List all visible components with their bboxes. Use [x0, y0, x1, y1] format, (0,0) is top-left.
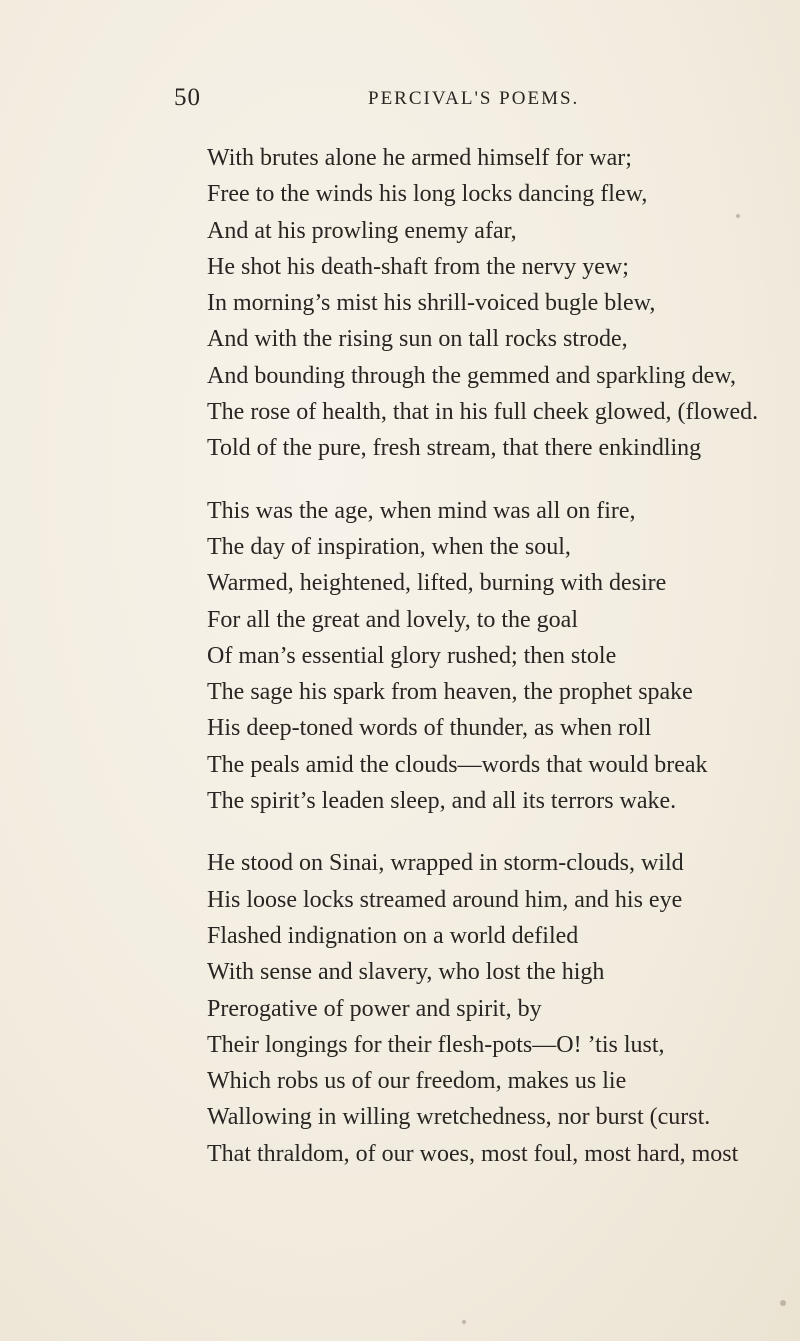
poem-line: Which robs us of our freedom, makes us lie: [207, 1068, 627, 1095]
poem-line: Flashed indignation on a world defiled: [207, 922, 579, 949]
poem-line: That thraldom, of our woes, most foul, most hard, most: [207, 1140, 739, 1167]
poem-line: Their longings for their flesh-pots—O! ’tis lust,: [207, 1031, 665, 1058]
poem-line: The spirit’s leaden sleep, and all its terrors wake.: [207, 788, 677, 815]
poem-line: For all the great and lovely, to the goal: [207, 606, 579, 633]
paper-speck: [780, 1300, 786, 1306]
poem-line: The day of inspiration, when the soul,: [207, 533, 571, 560]
paper-speck: [462, 1320, 466, 1324]
poem-line: Of man’s essential glory rushed; then stole: [207, 642, 617, 669]
poem-line: Prerogative of power and spirit, by: [207, 995, 542, 1022]
page-number: 50: [174, 84, 201, 111]
poem-line: And at his prowling enemy afar,: [207, 217, 517, 244]
stanza-2: [207, 493, 767, 820]
running-title: PERCIVAL'S POEMS.: [368, 88, 580, 109]
poem-body: [207, 140, 767, 1198]
poem-line: Told of the pure, fresh stream, that there enkindling: [207, 435, 702, 462]
poem-line: His deep-toned words of thunder, as when roll: [207, 715, 652, 742]
running-head: [0, 78, 800, 112]
poem-line: With sense and slavery, who lost the high: [207, 959, 605, 986]
poem-line: Wallowing in willing wretchedness, nor burst (curst.: [207, 1104, 711, 1131]
poem-line: And bounding through the gemmed and sparkling dew,: [207, 362, 737, 389]
poem-line: The peals amid the clouds—words that would break: [207, 751, 708, 778]
poem-line: This was the age, when mind was all on fire,: [207, 497, 636, 524]
paper-speck: [736, 214, 740, 218]
poem-line: His loose locks streamed around him, and his eye: [207, 886, 683, 913]
poem-line: Warmed, heightened, lifted, burning with desire: [207, 570, 667, 597]
poem-line: Free to the winds his long locks dancing flew,: [207, 181, 648, 208]
poem-line: The sage his spark from heaven, the prophet spake: [207, 679, 693, 706]
poem-line: He shot his death-shaft from the nervy yew;: [207, 253, 629, 280]
poem-line: In morning’s mist his shrill-voiced bugle blew,: [207, 290, 656, 317]
poem-line: And with the rising sun on tall rocks strode,: [207, 326, 628, 353]
poem-line: With brutes alone he armed himself for war;: [207, 145, 632, 171]
stanza-1: [207, 140, 767, 467]
poem-line: The rose of health, that in his full cheek glowed, (flowed.: [207, 399, 759, 426]
stanza-3: [207, 845, 767, 1172]
poem-line: He stood on Sinai, wrapped in storm-clouds, wild: [207, 850, 684, 877]
